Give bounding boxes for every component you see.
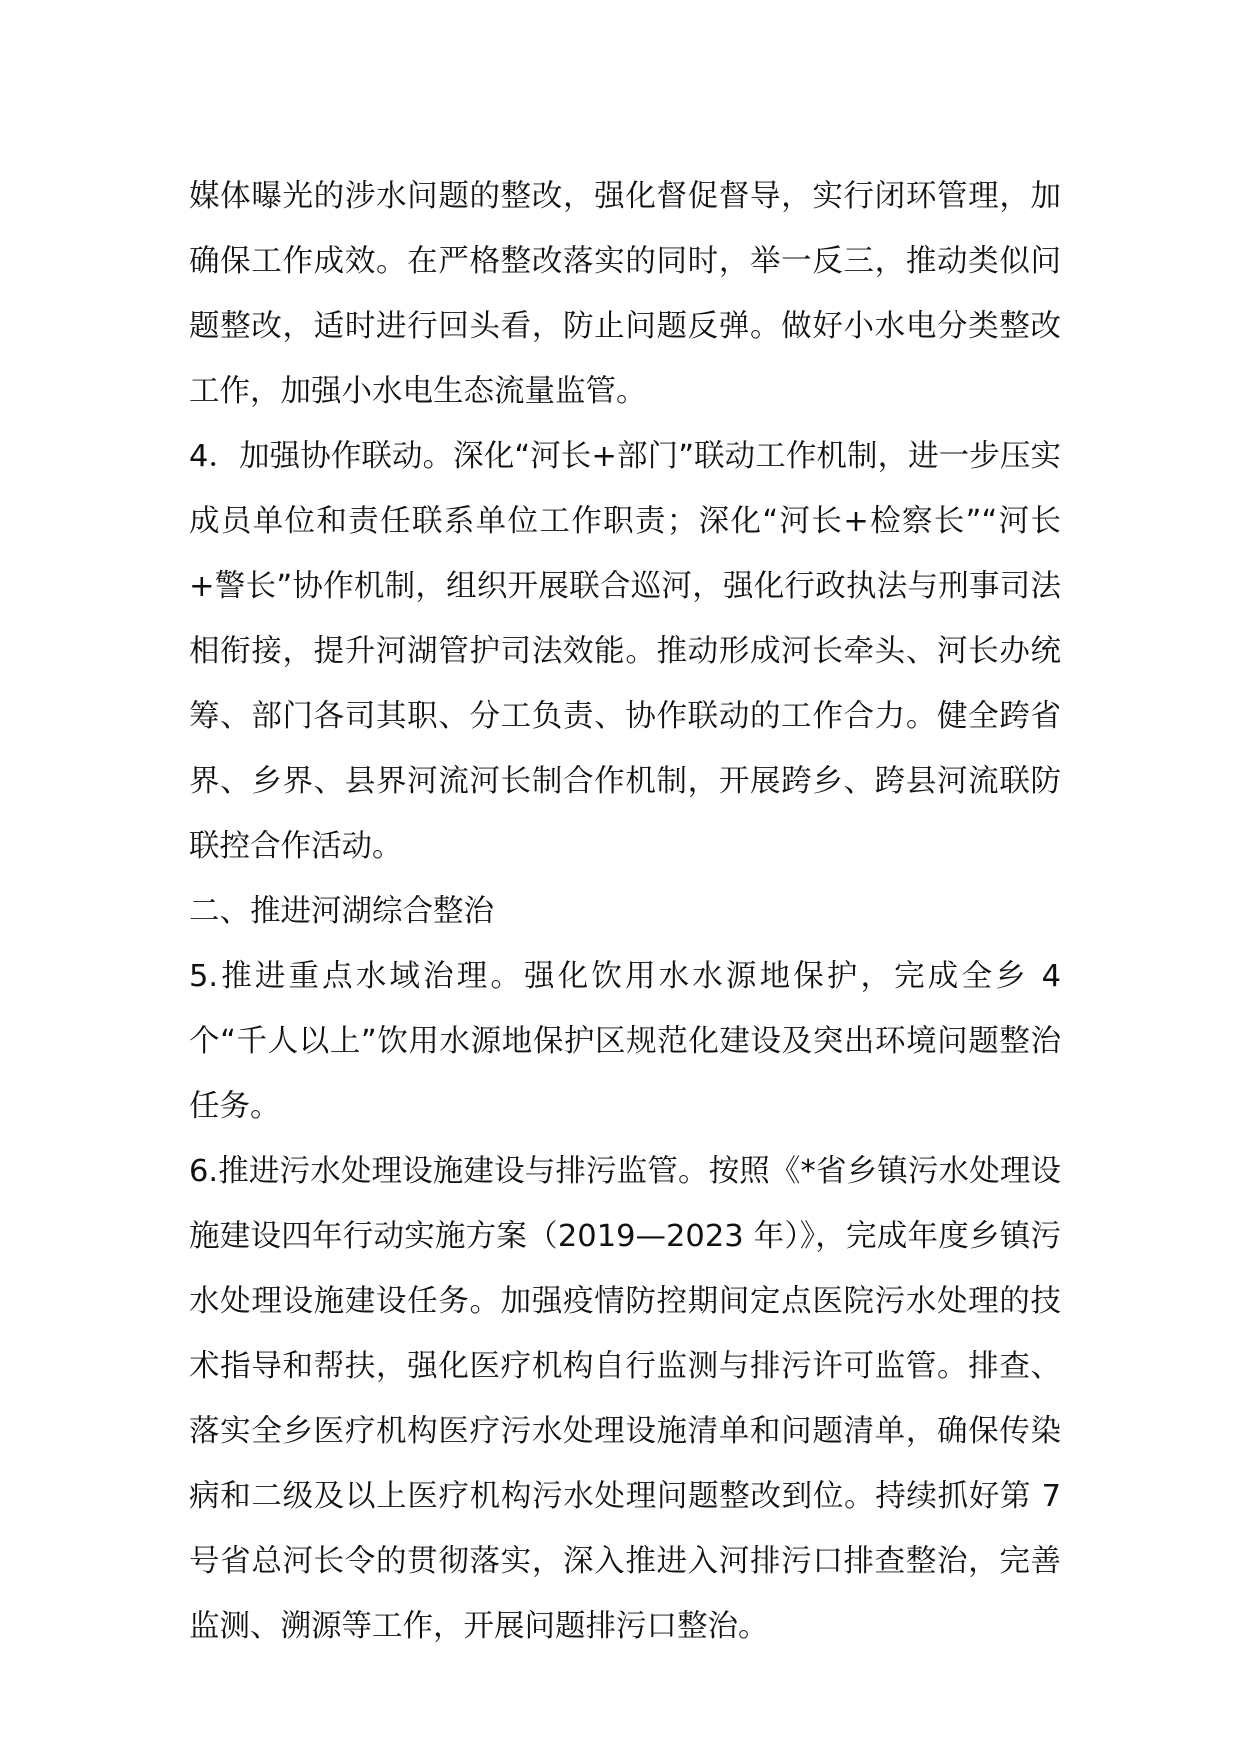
paragraph-item-4-coordination: 4．加强协作联动。深化“河长+部门”联动工作机制，进一步压实成员单位和责任联系单位工作职责；深化“河长+检察长”“河长+警长”协作机制，组织开展联合巡河，强化行政执法与刑事司法相衔接，提升河湖管护司法效能。推动形成河长牵头、河长办统筹、部门各司其职、分工负责、协作联动的工作合力。健全跨省界、乡界、县界河流河长制合作机制，开展跨乡、跨县河流联防联控合作活动。: [189, 439, 1061, 864]
document-body: [189, 164, 1061, 1659]
paragraph-item-6-sewage-facilities: 6.推进污水处理设施建设与排污监管。按照《*省乡镇污水处理设施建设四年行动实施方案（2019—2023 年）》，完成年度乡镇污水处理设施建设任务。加强疫情防控期间定点医院污水处理的技术指导和帮扶，强化医疗机构自行监测与排污许可监管。排查、落实全乡医疗机构医疗污水处理设施清单和问题清单，确保传染病和二级及以上医疗机构污水处理问题整改到位。持续抓好第 7 号省总河长令的贯彻落实，深入推进入河排污口排查整治，完善监测、溯源等工作，开展问题排污口整治。: [189, 1154, 1061, 1644]
paragraph-rectification-continued: 媒体曝光的涉水问题的整改，强化督促督导，实行闭环管理，加确保工作成效。在严格整改落实的同时，举一反三，推动类似问题整改，适时进行回头看，防止问题反弹。做好小水电分类整改工作，加强小水电生态流量监管。: [189, 179, 1061, 409]
paragraph-item-5-water-areas: 5.推进重点水域治理。强化饮用水水源地保护，完成全乡 4 个“千人以上”饮用水源地保护区规范化建设及突出环境问题整治任务。: [189, 959, 1061, 1124]
section-heading-2: 二、推进河湖综合整治: [189, 894, 494, 929]
